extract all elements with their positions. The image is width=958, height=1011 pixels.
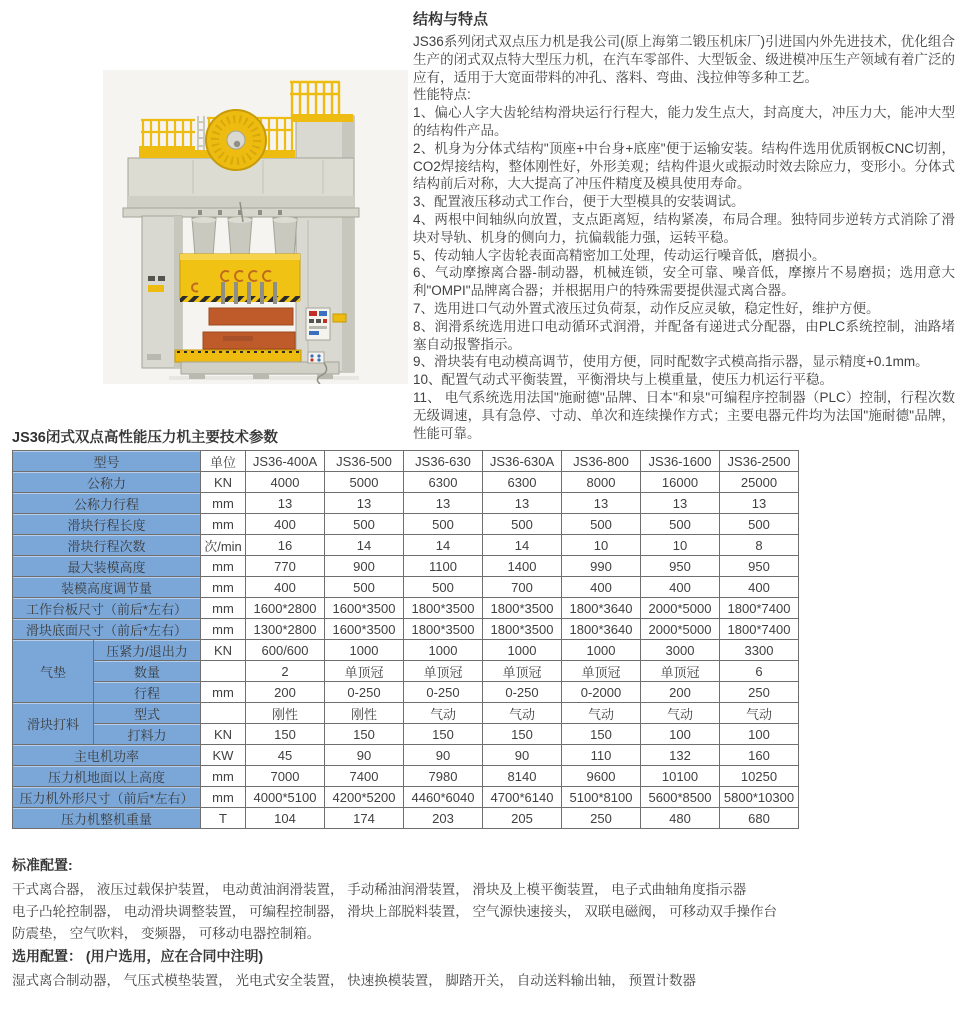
- spec-value: 7000: [246, 766, 324, 786]
- spec-value: 0-250: [325, 682, 403, 702]
- spec-value: 13: [246, 493, 324, 513]
- spec-value: 单顶冠: [641, 661, 719, 681]
- spec-value: 0-250: [404, 682, 482, 702]
- spec-value: 100: [720, 724, 798, 744]
- spec-group-label: 滑块打料: [13, 703, 93, 744]
- spec-value: 6: [720, 661, 798, 681]
- spec-value: 500: [404, 514, 482, 534]
- table-row: [13, 808, 798, 828]
- spec-row-label: 工作台板尺寸（前后*左右）: [13, 598, 200, 618]
- spec-row-label: 滑块行程长度: [13, 514, 200, 534]
- spec-value: 1800*7400: [720, 619, 798, 639]
- standard-config-section: [12, 855, 952, 945]
- spec-value: 990: [562, 556, 640, 576]
- spec-header-column: JS36-630A: [483, 451, 561, 471]
- table-row: [13, 787, 798, 807]
- table-row: [13, 577, 798, 597]
- spec-value: 16: [246, 535, 324, 555]
- spec-value: 14: [325, 535, 403, 555]
- spec-value: 单顶冠: [562, 661, 640, 681]
- spec-value: 1000: [483, 640, 561, 660]
- config-line: 干式离合器， 液压过载保护装置， 电动黄油润滑装置， 手动稀油润滑装置， 滑块及上模平衡装置， 电子式曲轴角度指示器: [12, 882, 747, 897]
- spec-value: 14: [404, 535, 482, 555]
- feature-item: 5、传动轴人字齿轮表面高精密加工处理，传动运行噪音低，磨损小。: [413, 247, 826, 263]
- spec-unit: T: [201, 808, 245, 828]
- table-row: [13, 619, 798, 639]
- spec-value: 气动: [641, 703, 719, 723]
- product-photo: [103, 70, 408, 384]
- spec-unit: [201, 703, 245, 723]
- spec-value: 刚性: [246, 703, 324, 723]
- spec-row-label: 主电机功率: [13, 745, 200, 765]
- spec-value: 7980: [404, 766, 482, 786]
- spec-value: 13: [562, 493, 640, 513]
- spec-value: 单顶冠: [404, 661, 482, 681]
- spec-value: 4000: [246, 472, 324, 492]
- table-row: [13, 514, 798, 534]
- spec-value: 100: [641, 724, 719, 744]
- spec-unit: mm: [201, 598, 245, 618]
- spec-value: 150: [325, 724, 403, 744]
- optional-config-section: [12, 946, 952, 992]
- spec-row-label: 型式: [94, 703, 200, 723]
- spec-value: 400: [246, 577, 324, 597]
- spec-row-label: 行程: [94, 682, 200, 702]
- spec-row-label: 压力机整机重量: [13, 808, 200, 828]
- spec-value: 950: [641, 556, 719, 576]
- spec-header-column: JS36-2500: [720, 451, 798, 471]
- spec-value: 1300*2800: [246, 619, 324, 639]
- spec-header-model: 型号: [13, 451, 200, 471]
- table-row: [13, 682, 798, 702]
- spec-value: 13: [483, 493, 561, 513]
- spec-value: 3300: [720, 640, 798, 660]
- spec-value: 6300: [483, 472, 561, 492]
- spec-value: 16000: [641, 472, 719, 492]
- spec-value: 10100: [641, 766, 719, 786]
- spec-unit: mm: [201, 787, 245, 807]
- optional-config-title: 选用配置： (用户选用，应在合同中注明): [12, 948, 264, 964]
- spec-value: 400: [246, 514, 324, 534]
- spec-value: 1600*3500: [325, 598, 403, 618]
- press-machine-illustration: [103, 70, 408, 384]
- spec-value: 25000: [720, 472, 798, 492]
- spec-value: 500: [720, 514, 798, 534]
- spec-value: 2000*5000: [641, 619, 719, 639]
- spec-unit: mm: [201, 577, 245, 597]
- spec-header-column: JS36-630: [404, 451, 482, 471]
- features-subtitle: 性能特点:: [413, 87, 471, 103]
- spec-value: 3000: [641, 640, 719, 660]
- spec-header-column: JS36-1600: [641, 451, 719, 471]
- spec-value: 480: [641, 808, 719, 828]
- spec-value: 45: [246, 745, 324, 765]
- spec-value: 0-2000: [562, 682, 640, 702]
- spec-value: 90: [325, 745, 403, 765]
- spec-value: 500: [325, 577, 403, 597]
- spec-unit: KN: [201, 640, 245, 660]
- spec-unit: mm: [201, 682, 245, 702]
- spec-unit: mm: [201, 493, 245, 513]
- standard-config-title: 标准配置:: [12, 857, 73, 873]
- specs-section: [12, 426, 799, 829]
- spec-row-label: 压紧力/退出力: [94, 640, 200, 660]
- spec-value: 90: [483, 745, 561, 765]
- spec-value: 400: [562, 577, 640, 597]
- spec-value: 1000: [562, 640, 640, 660]
- spec-value: 500: [641, 514, 719, 534]
- spec-row-label: 数量: [94, 661, 200, 681]
- features-title: 结构与特点: [413, 11, 489, 28]
- spec-value: 200: [641, 682, 719, 702]
- spec-value: 13: [404, 493, 482, 513]
- spec-value: 203: [404, 808, 482, 828]
- table-row: [13, 745, 798, 765]
- spec-value: 150: [483, 724, 561, 744]
- spec-value: 14: [483, 535, 561, 555]
- spec-value: 500: [404, 577, 482, 597]
- spec-value: 1800*7400: [720, 598, 798, 618]
- spec-value: 5800*10300: [720, 787, 798, 807]
- spec-value: 90: [404, 745, 482, 765]
- table-row: [13, 535, 798, 555]
- spec-value: 132: [641, 745, 719, 765]
- spec-value: 13: [720, 493, 798, 513]
- spec-row-label: 压力机地面以上高度: [13, 766, 200, 786]
- feature-item: 8、润滑系统选用进口电动循环式润滑，并配备有递进式分配器，由PLC系统控制，油路堵塞自动报警指示。: [413, 318, 955, 352]
- config-line: 防震垫， 空气吹料， 变频器， 可移动电器控制箱。: [12, 926, 321, 941]
- spec-row-label: 压力机外形尺寸（前后*左右）: [13, 787, 200, 807]
- spec-value: 770: [246, 556, 324, 576]
- spec-row-label: 公称力行程: [13, 493, 200, 513]
- spec-value: 700: [483, 577, 561, 597]
- spec-value: 2000*5000: [641, 598, 719, 618]
- spec-value: 1800*3500: [404, 598, 482, 618]
- config-line: 湿式离合制动器， 气压式模垫装置， 光电式安全装置， 快速换模装置， 脚踏开关， 自动送料输出轴， 预置计数器: [12, 973, 697, 988]
- spec-value: 5000: [325, 472, 403, 492]
- specs-title: JS36闭式双点高性能压力机主要技术参数: [12, 430, 278, 446]
- spec-value: 400: [720, 577, 798, 597]
- features-intro: JS36系列闭式双点压力机是我公司(原上海第二锻压机床厂)引进国内外先进技术，优化组合生产的闭式双点特大型压力机，在汽车零部件、大型钣金、级进模冲压生产领域有着广泛的应有，适用于大宽面带料的冲孔、落料、弯曲、浅拉伸等多种工艺。: [413, 34, 955, 85]
- spec-unit: mm: [201, 619, 245, 639]
- spec-value: 6300: [404, 472, 482, 492]
- spec-unit: mm: [201, 556, 245, 576]
- spec-value: 250: [562, 808, 640, 828]
- spec-value: 200: [246, 682, 324, 702]
- spec-header-column: JS36-800: [562, 451, 640, 471]
- spec-value: 150: [246, 724, 324, 744]
- feature-item: 2、机身为分体式结构"顶座+中台身+底座"便于运输安装。结构件选用优质钢板CNC切割，CO2焊接结构，整体刚性好，外形美观；结构件退火或振动时效去除应力，变形小。分体式结构前后对称，大大提高了冲压件精度及模具使用寿命。: [413, 140, 955, 192]
- feature-item: 4、两根中间轴纵向放置，支点距离短，结构紧凑，布局合理。独特同步逆转方式消除了滑块对导轨、机身的侧向力，抗偏载能力强，运转平稳。: [413, 211, 955, 245]
- spec-value: 150: [404, 724, 482, 744]
- spec-value: 1400: [483, 556, 561, 576]
- spec-value: 气动: [562, 703, 640, 723]
- spec-value: 单顶冠: [325, 661, 403, 681]
- spec-value: 13: [641, 493, 719, 513]
- spec-value: 10: [641, 535, 719, 555]
- spec-unit: KN: [201, 724, 245, 744]
- spec-value: 1800*3640: [562, 598, 640, 618]
- spec-value: 8140: [483, 766, 561, 786]
- spec-value: 680: [720, 808, 798, 828]
- table-row: [13, 724, 798, 744]
- feature-item: 11、 电气系统选用法国"施耐德"品牌、日本"和泉"可编程序控制器（PLC）控制，行程次数无级调速，具有急停、寸动、单次和连续操作方式；主要电器元件均为法国"施耐德"品牌，性能可靠。: [413, 389, 955, 441]
- feature-item: 6、气动摩擦离合器-制动器，机械连锁，安全可靠、噪音低，摩擦片不易磨损；选用意大利"OMPI"品牌离合器；并根据用户的特殊需要提供湿式离合器。: [413, 265, 955, 299]
- spec-row-label: 最大装模高度: [13, 556, 200, 576]
- feature-item: 9、滑块装有电动模高调节，使用方便，同时配数字式模高指示器，显示精度+0.1mm。: [413, 354, 929, 370]
- spec-value: 10: [562, 535, 640, 555]
- specs-table: [12, 450, 799, 829]
- features-section: [413, 10, 955, 442]
- spec-value: 400: [641, 577, 719, 597]
- spec-value: 1800*3640: [562, 619, 640, 639]
- spec-unit: KW: [201, 745, 245, 765]
- spec-value: 8000: [562, 472, 640, 492]
- spec-row-label: 装模高度调节量: [13, 577, 200, 597]
- spec-value: 5600*8500: [641, 787, 719, 807]
- spec-value: 气动: [404, 703, 482, 723]
- specs-header-row: [13, 451, 798, 471]
- config-line: 电子凸轮控制器， 电动滑块调整装置， 可编程控制器， 滑块上部脱料装置， 空气源快速接头， 双联电磁阀， 可移动双手操作台: [12, 904, 778, 919]
- spec-value: 1800*3500: [483, 598, 561, 618]
- feature-list: [413, 104, 955, 442]
- spec-value: 刚性: [325, 703, 403, 723]
- spec-value: 0-250: [483, 682, 561, 702]
- table-row: [13, 766, 798, 786]
- feature-item: 1、偏心人字大齿轮结构滑块运行行程大，能力发生点大，封高度大，冲压力大，能冲大型的结构件产品。: [413, 105, 955, 138]
- spec-value: 500: [483, 514, 561, 534]
- spec-header-unit: 单位: [201, 451, 245, 471]
- spec-value: 单顶冠: [483, 661, 561, 681]
- spec-value: 174: [325, 808, 403, 828]
- spec-value: 104: [246, 808, 324, 828]
- table-row: [13, 556, 798, 576]
- spec-header-column: JS36-400A: [246, 451, 324, 471]
- spec-unit: mm: [201, 766, 245, 786]
- spec-value: 1800*3500: [483, 619, 561, 639]
- spec-value: 1600*3500: [325, 619, 403, 639]
- spec-value: 500: [325, 514, 403, 534]
- spec-value: 10250: [720, 766, 798, 786]
- spec-value: 13: [325, 493, 403, 513]
- spec-row-label: 滑块行程次数: [13, 535, 200, 555]
- table-row: [13, 703, 798, 723]
- spec-value: 1100: [404, 556, 482, 576]
- spec-row-label: 滑块底面尺寸（前后*左右）: [13, 619, 200, 639]
- spec-unit: mm: [201, 514, 245, 534]
- spec-value: 8: [720, 535, 798, 555]
- spec-value: 4200*5200: [325, 787, 403, 807]
- spec-value: 4700*6140: [483, 787, 561, 807]
- table-row: [13, 598, 798, 618]
- spec-unit: 次/min: [201, 535, 245, 555]
- spec-group-label: 气垫: [13, 640, 93, 702]
- table-row: [13, 640, 798, 660]
- spec-value: 9600: [562, 766, 640, 786]
- spec-value: 1000: [404, 640, 482, 660]
- spec-unit: [201, 661, 245, 681]
- spec-value: 1600*2800: [246, 598, 324, 618]
- spec-value: 600/600: [246, 640, 324, 660]
- spec-value: 7400: [325, 766, 403, 786]
- spec-value: 950: [720, 556, 798, 576]
- spec-header-column: JS36-500: [325, 451, 403, 471]
- table-row: [13, 493, 798, 513]
- feature-item: 7、选用进口气动外置式液压过负荷泵，动作反应灵敏，稳定性好，维护方便。: [413, 300, 880, 316]
- spec-value: 205: [483, 808, 561, 828]
- spec-value: 250: [720, 682, 798, 702]
- spec-value: 150: [562, 724, 640, 744]
- spec-value: 110: [562, 745, 640, 765]
- table-row: [13, 472, 798, 492]
- spec-value: 500: [562, 514, 640, 534]
- spec-unit: KN: [201, 472, 245, 492]
- spec-value: 5100*8100: [562, 787, 640, 807]
- feature-item: 10、配置气动式平衡装置，平衡滑块与上模重量，使压力机运行平稳。: [413, 372, 834, 388]
- spec-value: 4460*6040: [404, 787, 482, 807]
- spec-value: 1800*3500: [404, 619, 482, 639]
- spec-value: 4000*5100: [246, 787, 324, 807]
- spec-value: 气动: [720, 703, 798, 723]
- spec-value: 气动: [483, 703, 561, 723]
- table-row: [13, 661, 798, 681]
- spec-value: 160: [720, 745, 798, 765]
- spec-value: 900: [325, 556, 403, 576]
- spec-row-label: 公称力: [13, 472, 200, 492]
- spec-row-label: 打料力: [94, 724, 200, 744]
- feature-item: 3、配置液压移动式工作台，便于大型模具的安装调试。: [413, 194, 745, 210]
- spec-value: 1000: [325, 640, 403, 660]
- spec-value: 2: [246, 661, 324, 681]
